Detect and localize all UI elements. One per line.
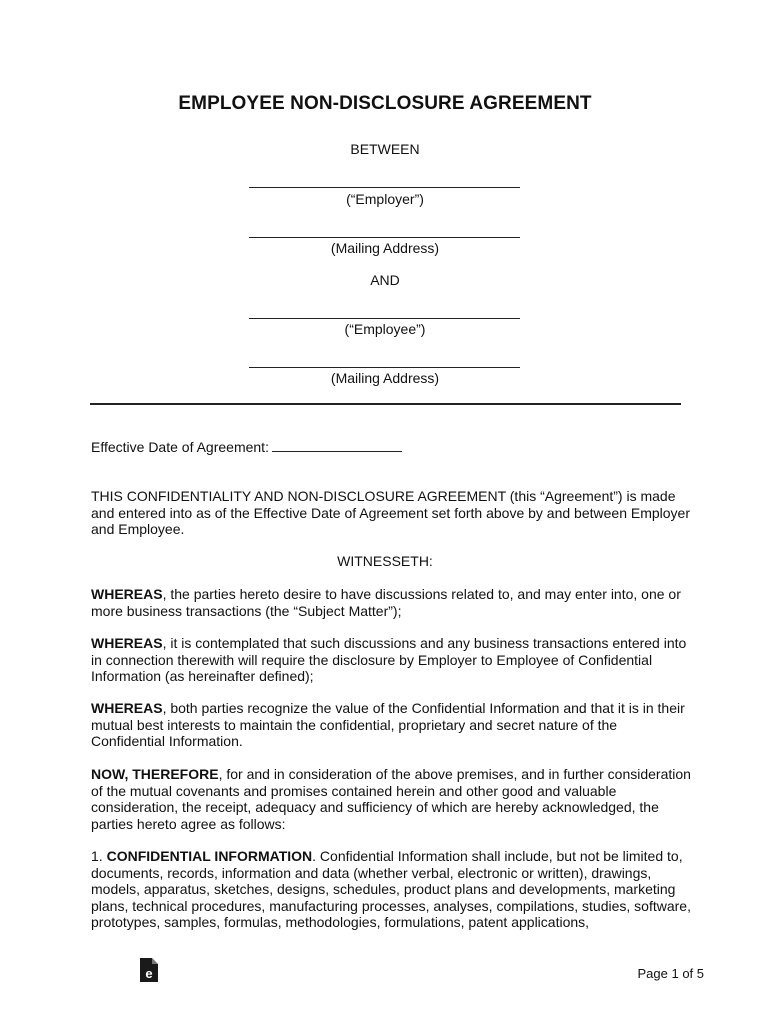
employee-name-blank [249, 318, 520, 319]
employer-address-blank [249, 237, 520, 238]
section-heading: CONFIDENTIAL INFORMATION [106, 848, 313, 864]
employee-address-blank [249, 367, 520, 368]
eforms-logo-icon [139, 957, 159, 983]
employer-label: (“Employer”) [346, 191, 424, 207]
between-heading: BETWEEN [350, 141, 420, 157]
section-divider [90, 403, 681, 405]
effective-date-label: Effective Date of Agreement: [91, 439, 269, 455]
employer-address-label: (Mailing Address) [330, 240, 440, 256]
whereas-paragraph-2 [91, 635, 691, 685]
employee-label: (“Employee”) [344, 321, 426, 337]
whereas-text: , the parties hereto desire to have discussions related to, and may enter into, one or more business transactions (the “Subject Matter”); [91, 586, 681, 619]
whereas-lead: WHEREAS [91, 586, 163, 602]
effective-date-blank [272, 439, 402, 452]
now-therefore-lead: NOW, THEREFORE [91, 766, 219, 782]
whereas-paragraph-1 [91, 586, 691, 619]
effective-date-line [91, 439, 691, 456]
now-therefore-text: , for and in consideration of the above premises, and in further consideration of the mutual covenants and promises contained herein and other good and valuable consideration, the receipt, adequacy and sufficiency of which are hereby acknowledged, the parties hereto agree as follows: [91, 766, 691, 832]
intro-paragraph: THIS CONFIDENTIALITY AND NON-DISCLOSURE AGREEMENT (this “Agreement”) is made and entered into as of the Effective Date of Agreement set forth above by and between Employer and Employee. [91, 488, 691, 537]
whereas-paragraph-3 [91, 700, 691, 750]
employee-address-label: (Mailing Address) [330, 370, 440, 386]
and-separator: AND [370, 272, 400, 288]
whereas-lead: WHEREAS [91, 635, 163, 651]
now-therefore-paragraph [91, 766, 691, 832]
section-number: 1. [91, 848, 107, 864]
page-number: Page 1 of 5 [637, 966, 704, 981]
whereas-text: , both parties recognize the value of the Confidential Information and that it is in their mutual best interests to maintain the confidential, proprietary and secret nature of the Confidential Information. [91, 700, 685, 749]
whereas-text: , it is contemplated that such discussions and any business transactions entered into in connection therewith will require the disclosure by Employer to Employee of Confidential Information (as hereinafter defined); [91, 635, 687, 684]
svg-text:e: e [145, 966, 153, 981]
witnesseth-heading: WITNESSETH: [337, 553, 433, 569]
section-text: . Confidential Information shall include, but not be limited to, documents, records, information and data (whether verbal, electronic or written), drawings, models, apparatus, sketches, designs, schedules, product plans and developments, marketing plans, technical procedures, manufacturing processes, analyses, compilations, studies, software, prototypes, samples, formulas, methodologies, formulations, patent applications, [91, 848, 691, 930]
confidential-information-section [91, 848, 691, 931]
document-title: EMPLOYEE NON-DISCLOSURE AGREEMENT [178, 93, 592, 114]
whereas-lead: WHEREAS [91, 700, 163, 716]
employer-name-blank [249, 187, 520, 188]
